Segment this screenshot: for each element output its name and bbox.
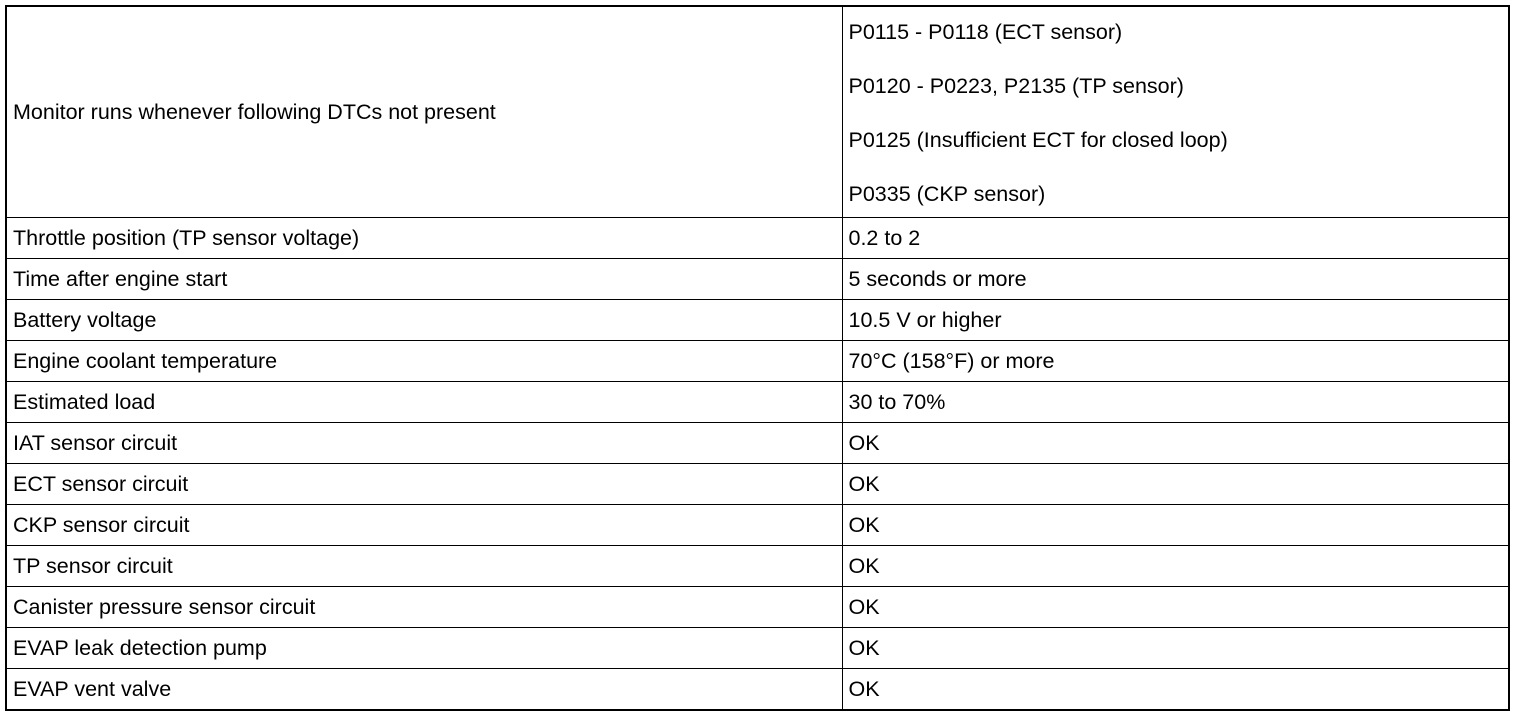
dtc-list <box>849 9 1509 217</box>
value-cell: OK <box>842 505 1509 546</box>
parameter-cell: TP sensor circuit <box>6 546 842 587</box>
value-cell: OK <box>842 546 1509 587</box>
table-row <box>6 546 1509 587</box>
table-row <box>6 382 1509 423</box>
value-cell <box>842 6 1509 218</box>
parameter-cell: ECT sensor circuit <box>6 464 842 505</box>
table-row <box>6 300 1509 341</box>
value-cell: OK <box>842 464 1509 505</box>
table-row <box>6 259 1509 300</box>
parameter-cell: Time after engine start <box>6 259 842 300</box>
parameter-cell: CKP sensor circuit <box>6 505 842 546</box>
value-cell: 10.5 V or higher <box>842 300 1509 341</box>
value-cell: OK <box>842 669 1509 710</box>
value-cell: 70°C (158°F) or more <box>842 341 1509 382</box>
value-cell: 30 to 70% <box>842 382 1509 423</box>
dtc-item: P0120 - P0223, P2135 (TP sensor) <box>848 74 1184 98</box>
table-row <box>6 587 1509 628</box>
parameter-cell: Estimated load <box>6 382 842 423</box>
table-row <box>6 464 1509 505</box>
table-row <box>6 341 1509 382</box>
parameter-cell: Canister pressure sensor circuit <box>6 587 842 628</box>
parameter-cell: EVAP leak detection pump <box>6 628 842 669</box>
table-row <box>6 423 1509 464</box>
parameter-cell: Throttle position (TP sensor voltage) <box>6 218 842 259</box>
parameter-cell: IAT sensor circuit <box>6 423 842 464</box>
value-cell: OK <box>842 628 1509 669</box>
value-cell: 0.2 to 2 <box>842 218 1509 259</box>
parameter-cell: Monitor runs whenever following DTCs not present <box>6 6 842 218</box>
dtc-item: P0125 (Insufficient ECT for closed loop) <box>848 128 1228 152</box>
dtc-item: P0335 (CKP sensor) <box>848 182 1046 206</box>
value-cell: OK <box>842 587 1509 628</box>
parameter-cell: EVAP vent valve <box>6 669 842 710</box>
dtc-item: P0115 - P0118 (ECT sensor) <box>848 20 1123 44</box>
table-row <box>6 6 1509 218</box>
table-row <box>6 218 1509 259</box>
value-cell: OK <box>842 423 1509 464</box>
value-cell: 5 seconds or more <box>842 259 1509 300</box>
parameter-cell: Engine coolant temperature <box>6 341 842 382</box>
table-row <box>6 505 1509 546</box>
table-row <box>6 628 1509 669</box>
parameter-cell: Battery voltage <box>6 300 842 341</box>
monitor-conditions-table <box>5 5 1510 711</box>
table-row <box>6 669 1509 710</box>
